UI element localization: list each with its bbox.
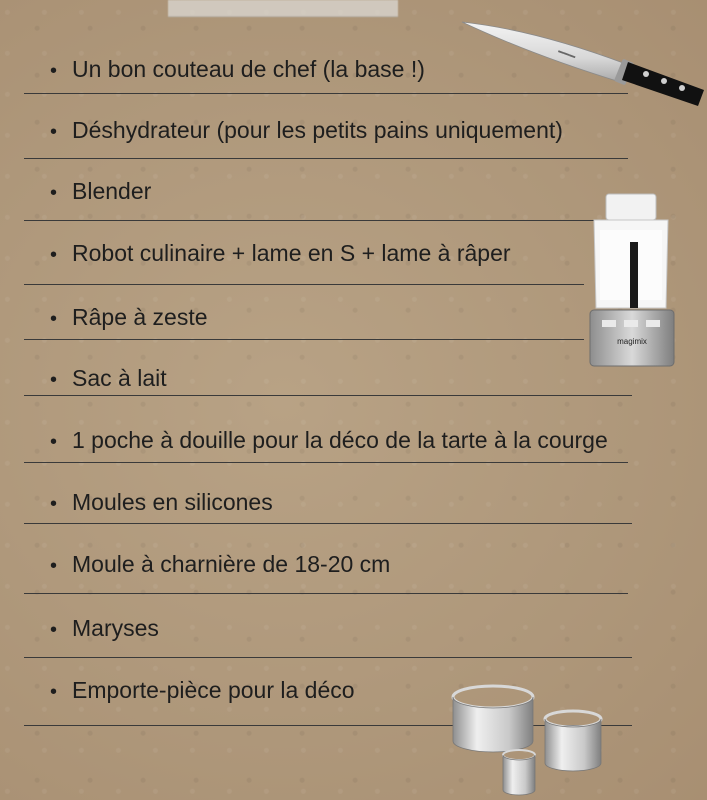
divider: [24, 657, 632, 658]
cookie-cutter-rings-icon: [445, 675, 615, 800]
list-item-label: • Râpe à zeste: [50, 303, 208, 333]
divider: [24, 395, 632, 396]
divider: [24, 158, 628, 159]
list-item: [0, 364, 707, 426]
divider: [24, 523, 632, 524]
list-item-label: • Moule à charnière de 18-20 cm: [50, 550, 390, 580]
list-item-label: • Déshydrateur (pour les petits pains uniquement): [50, 116, 563, 146]
list-item: [0, 426, 707, 488]
list-item-label: • Moules en silicones: [50, 488, 273, 518]
divider: [24, 284, 584, 285]
list-item-label: • Blender: [50, 177, 151, 207]
list-item-label: • Emporte-pièce pour la déco: [50, 676, 355, 706]
list-item: [0, 614, 707, 676]
list-item: [0, 116, 707, 178]
list-item-label: • Sac à lait: [50, 364, 167, 394]
divider: [24, 220, 602, 221]
divider: [24, 339, 584, 340]
list-item-label: • Maryses: [50, 614, 159, 644]
list-item: [0, 488, 707, 550]
brand-label: magimix: [617, 337, 647, 346]
divider: [24, 593, 628, 594]
list-item: [0, 550, 707, 612]
divider: [24, 462, 628, 463]
svg-text:▬▬▬: ▬▬▬: [557, 48, 577, 61]
food-processor-icon: [586, 190, 676, 370]
list-item-label: • 1 poche à douille pour la déco de la tarte à la courge: [50, 426, 608, 456]
list-item-label: • Robot culinaire + lame en S + lame à râper: [50, 239, 511, 269]
list-item-label: • Un bon couteau de chef (la base !): [50, 55, 425, 85]
chef-knife-icon: [458, 16, 707, 106]
